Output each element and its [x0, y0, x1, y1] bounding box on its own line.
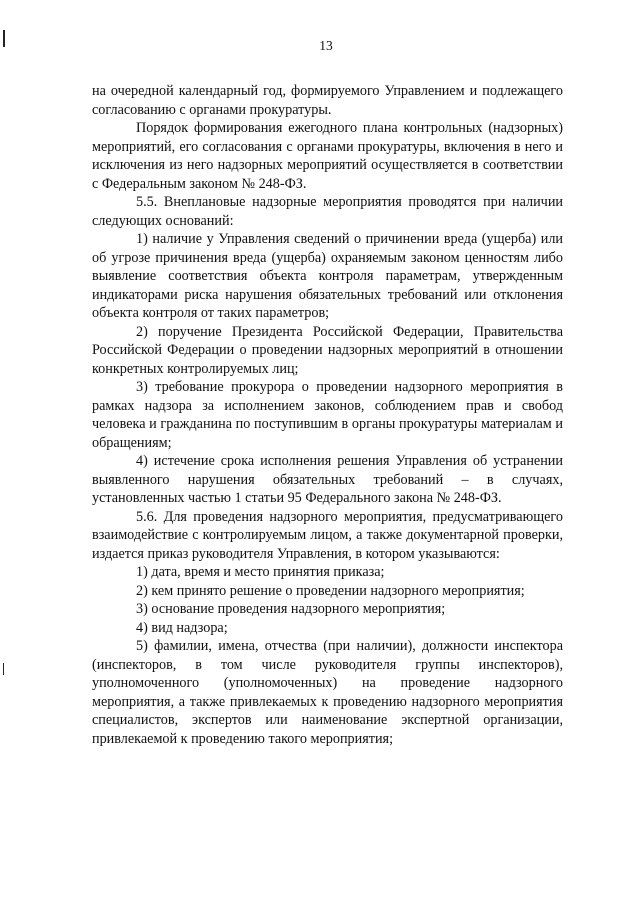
scan-edge-mark	[3, 663, 4, 675]
list-item: 4) вид надзора;	[136, 619, 228, 636]
paragraph: Порядок формирования ежегодного плана контрольных (надзорных) мероприятий, его согласования с органами прокуратуры, включения в него и исключения из него надзорных мероприятий осуществляется в соответствии с Федеральным законом № 248-ФЗ.	[92, 120, 563, 192]
page-number: 13	[319, 38, 333, 53]
list-item: 2) кем принято решение о проведении надзорного мероприятия;	[136, 582, 525, 599]
list-item: 1) наличие у Управления сведений о причинении вреда (ущерба) или об угрозе причинения вреда (ущерба) охраняемым законом ценностям либо выявление соответствия объекта контроля параметрам, утвержденным индикаторами риска нарушения обязательных требований или отклонения объекта контроля от таких параметров;	[92, 231, 563, 321]
paragraph: 5.5. Внеплановые надзорные мероприятия проводятся при наличии следующих оснований:	[92, 194, 563, 229]
list-item: 3) требование прокурора о проведении надзорного мероприятия в рамках надзора за исполнением законов, соблюдением прав и свобод человека и гражданина по поступившим в органы прокуратуры материалам и обращениям;	[92, 379, 563, 451]
document-body	[92, 82, 563, 748]
paragraph: на очередной календарный год, формируемого Управлением и подлежащего согласованию с органами прокуратуры.	[92, 83, 563, 118]
list-item: 1) дата, время и место принятия приказа;	[136, 564, 385, 580]
list-item: 5) фамилии, имена, отчества (при наличии), должности инспектора (инспекторов, в том числе руководителя группы инспекторов), уполномоченного (уполномоченных) на проведение надзорного мероприятия, а также привлекаемых к проведению надзорного мероприятия специалистов, экспертов или наименование экспертной организации, привлекаемой к проведению такого мероприятия;	[92, 638, 563, 747]
paragraph: 5.6. Для проведения надзорного мероприятия, предусматривающего взаимодействие с контролируемым лицом, а также документарной проверки, издается приказ руководителя Управления, в котором указываются:	[92, 508, 563, 562]
list-item: 4) истечение срока исполнения решения Управления об устранении выявленного нарушения обязательных требований – в случаях, установленных частью 1 статьи 95 Федерального закона № 248-ФЗ.	[92, 453, 563, 506]
list-item: 3) основание проведения надзорного мероприятия;	[136, 601, 446, 617]
list-item: 2) поручение Президента Российской Федерации, Правительства Российской Федерации о проведении надзорных мероприятий в отношении конкретных контролируемых лиц;	[92, 323, 563, 377]
